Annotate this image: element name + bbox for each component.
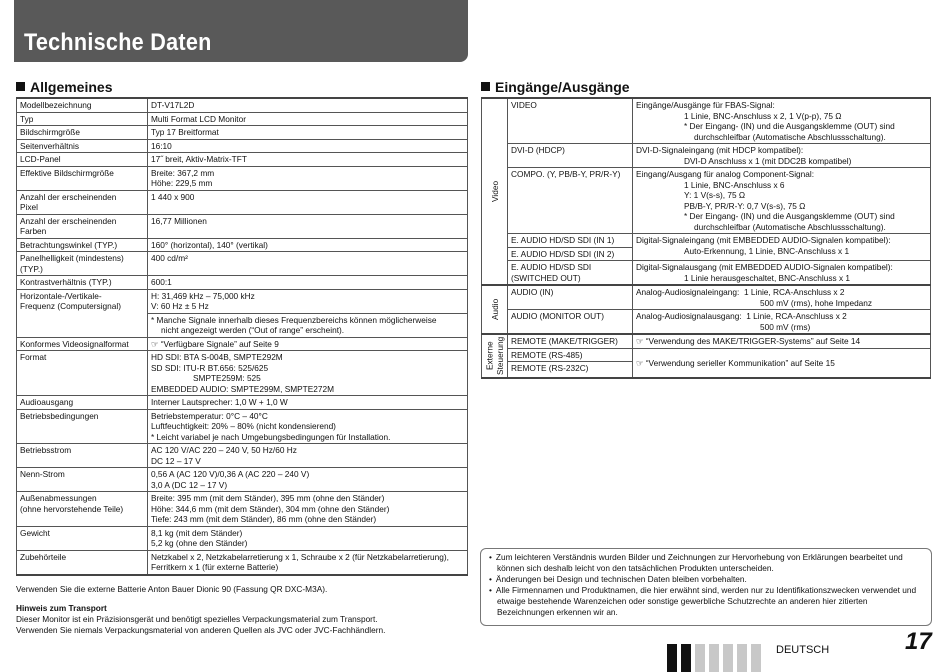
table-row (17, 351, 468, 396)
connector-spec: Eingänge/Ausgänge für FBAS-Signal: 1 Linie, BNC-Anschluss x 2, 1 V(p-p), 75 Ω * Der Eingang- (IN) und die Ausgangsklemme (OUT) sind durchschleifbar (Automatische Abschlussschaltung). (633, 98, 931, 144)
table-row (17, 526, 468, 550)
connector-name: REMOTE (RS-485) (508, 348, 633, 362)
connector-name: REMOTE (MAKE/TRIGGER) (508, 334, 633, 348)
spec-value: Typ 17 Breitformat (148, 126, 468, 140)
spec-label: Betrachtungswinkel (TYP.) (17, 238, 148, 252)
spec-value: Netzkabel x 2, Netzkabelarretierung x 1, Schraube x 2 (für Netzkabelarretierung), Ferritkern x 1 (für externe Batterie) (148, 550, 468, 575)
spec-label: Kontrastverhältnis (TYP.) (17, 276, 148, 290)
table-row (17, 190, 468, 214)
table-row (482, 168, 931, 234)
notes-box (480, 548, 932, 626)
group-label-audio: Audio (482, 285, 508, 334)
table-row (482, 334, 931, 348)
spec-label: Betriebsbedingungen (17, 409, 148, 444)
table-row (17, 444, 468, 468)
connector-name: VIDEO (508, 98, 633, 144)
spec-value: 17˝ breit, Aktiv-Matrix-TFT (148, 153, 468, 167)
spec-label: Typ (17, 112, 148, 126)
connector-name: AUDIO (MONITOR OUT) (508, 310, 633, 335)
spec-value: Breite: 395 mm (mit dem Ständer), 395 mm (ohne den Ständer) Höhe: 344,6 mm (mit dem Ständer), 304 mm (ohne den Ständer) Tiefe: 243 mm (mit dem Ständer), 86 mm (ohne den Ständer) (148, 492, 468, 527)
table-row (17, 153, 468, 167)
spec-label: Gewicht (17, 526, 148, 550)
table-row (17, 126, 468, 140)
table-row (482, 310, 931, 335)
table-row (17, 492, 468, 527)
page-title: Technische Daten (24, 29, 212, 56)
spec-label: Betriebsstrom (17, 444, 148, 468)
table-row (17, 139, 468, 153)
tab-bar (695, 644, 705, 672)
spec-value: Betriebstemperatur: 0°C – 40°C Luftfeuchtigkeit: 20% – 80% (nicht kondensierend) * Leicht variabel je nach Umgebungsbedingungen für Installation. (148, 409, 468, 444)
connector-spec: DVI-D-Signaleingang (mit HDCP kompatibel): DVI-D Anschluss x 1 (mit DDC2B kompatibel) (633, 144, 931, 168)
spec-label: Anzahl der erscheinenden Farben (17, 214, 148, 238)
spec-label: Nenn-Strom (17, 468, 148, 492)
notes-list (481, 549, 931, 618)
io-spec-table (481, 97, 931, 379)
group-label-external-control: Externe Steuerung (482, 334, 508, 378)
note-item: • Änderungen bei Design und technischen Daten bleiben vorbehalten. (489, 574, 747, 584)
tab-bar (723, 644, 733, 672)
transport-text-2: Verwenden Sie niemals Verpackungsmaterial von anderen Quellen als JVC oder JVC-Fachhändlern. (16, 625, 386, 635)
spec-label: Seitenverhältnis (17, 139, 148, 153)
spec-value: ☞ “Verfügbare Signale” auf Seite 9 (148, 337, 468, 351)
connector-spec: Eingang/Ausgang für analog Component-Signal: 1 Linie, BNC-Anschluss x 6 Y: 1 V(s-s), 75 Ω PB/B-Y, PR/R-Y: 0,7 V(s-s), 75 Ω * Der Eingang- (IN) und die Ausgangsklemme (OUT) sind durchschleifbar (Automatische Abschlussschaltung). (633, 168, 931, 234)
page-number: 17 (905, 628, 932, 655)
tab-bar (737, 644, 747, 672)
table-row (482, 144, 931, 168)
connector-name: COMPO. (Y, PB/B-Y, PR/R-Y) (508, 168, 633, 234)
spec-label: Außenabmessungen (ohne hervorstehende Teile) (17, 492, 148, 527)
table-row (17, 112, 468, 126)
spec-value: AC 120 V/AC 220 – 240 V, 50 Hz/60 Hz DC 12 – 17 V (148, 444, 468, 468)
connector-spec: Analog-Audiosignaleingang: 1 Linie, RCA-Anschluss x 2 500 mV (rms), hohe Impedanz (633, 285, 931, 310)
table-row (17, 468, 468, 492)
spec-label: Audioausgang (17, 396, 148, 410)
spec-label: Konformes Videosignalformat (17, 337, 148, 351)
table-row (17, 276, 468, 290)
table-row (17, 214, 468, 238)
connector-spec: Digital-Signaleingang (mit EMBEDDED AUDIO-Signalen kompatibel): Auto-Erkennung, 1 Linie, BNC-Anschluss x 1 (633, 234, 931, 261)
connector-name: E. AUDIO HD/SD SDI (IN 2) (508, 247, 633, 261)
table-row (482, 261, 931, 286)
spec-label: Zubehörteile (17, 550, 148, 575)
connector-spec: Analog-Audiosignalausgang: 1 Linie, RCA-Anschluss x 2 500 mV (rms) (633, 310, 931, 335)
table-row (17, 252, 468, 276)
spec-label: Bildschirmgröße (17, 126, 148, 140)
spec-value: H: 31,469 kHz – 75,000 kHz V: 60 Hz ± 5 Hz (148, 289, 468, 313)
table-row (17, 289, 468, 313)
connector-name: E. AUDIO HD/SD SDI (SWITCHED OUT) (508, 261, 633, 286)
table-row (17, 396, 468, 410)
note-item: • Alle Firmennamen und Produktnamen, die hier erwähnt sind, werden nur zu Identifikationszwecken verwendet und etwaige bestehende Warenzeichen oder sonstige gewerbliche Schutzrechte an anderen hier zitierten Bezeichnungen erkennen wir an. (489, 585, 917, 617)
spec-label: Panelhelligkeit (mindestens) (TYP.) (17, 252, 148, 276)
spec-value: DT-V17L2D (148, 98, 468, 112)
table-row (17, 238, 468, 252)
square-bullet-icon (16, 82, 25, 91)
table-row (482, 285, 931, 310)
connector-spec: ☞ “Verwendung serieller Kommunikation” auf Seite 15 (633, 348, 931, 378)
spec-value: Multi Format LCD Monitor (148, 112, 468, 126)
spec-value: 0,56 A (AC 120 V)/0,36 A (AC 220 – 240 V) 3,0 A (DC 12 – 17 V) (148, 468, 468, 492)
group-label-video: Video (482, 98, 508, 285)
battery-note: Verwenden Sie die externe Batterie Anton Bauer Dionic 90 (Fassung QR DXC-M3A). (16, 584, 328, 594)
spec-value: 16:10 (148, 139, 468, 153)
connector-name: E. AUDIO HD/SD SDI (IN 1) (508, 234, 633, 248)
spec-value: 400 cd/m² (148, 252, 468, 276)
tab-bar (751, 644, 761, 672)
connector-name: AUDIO (IN) (508, 285, 633, 310)
spec-value: 1 440 x 900 (148, 190, 468, 214)
general-spec-table (16, 97, 468, 576)
spec-value: Breite: 367,2 mm Höhe: 229,5 mm (148, 166, 468, 190)
spec-label: Effektive Bildschirmgröße (17, 166, 148, 190)
tab-bar (681, 644, 691, 672)
bullet-icon: • (489, 585, 492, 595)
spec-label: Format (17, 351, 148, 396)
table-row (482, 234, 931, 248)
table-row (17, 337, 468, 351)
tab-bar (709, 644, 719, 672)
header-banner (14, 0, 468, 62)
spec-label: Anzahl der erscheinenden Pixel (17, 190, 148, 214)
connector-name: DVI-D (HDCP) (508, 144, 633, 168)
general-heading: Allgemeines (16, 79, 112, 95)
table-row (482, 348, 931, 362)
spec-label: LCD-Panel (17, 153, 148, 167)
table-row (17, 166, 468, 190)
table-row (17, 98, 468, 112)
spec-value: 8,1 kg (mit dem Ständer) 5,2 kg (ohne den Ständer) (148, 526, 468, 550)
note-item: • Zum leichteren Verständnis wurden Bilder und Zeichnungen zur Hervorhebung von Erklärungen bearbeitet und können sich deshalb leicht von den tatsächlichen Produkten unterscheiden. (489, 552, 903, 573)
io-heading: Eingänge/Ausgänge (481, 79, 630, 95)
connector-spec: ☞ “Verwendung des MAKE/TRIGGER-Systems” auf Seite 14 (633, 334, 931, 348)
bullet-icon: • (489, 552, 492, 562)
connector-name: REMOTE (RS-232C) (508, 362, 633, 379)
bullet-icon: • (489, 574, 492, 584)
spec-label: Horizontale-/Vertikale- Frequenz (Computersignal) (17, 289, 148, 337)
spec-note: * Manche Signale innerhalb dieses Frequenzbereichs können möglicherweise nicht angezeigt werden (“Out of range” erscheint). (148, 313, 468, 337)
transport-text-1: Dieser Monitor ist ein Präzisionsgerät und benötigt spezielles Verpackungsmaterial zum Transport. (16, 614, 378, 624)
square-bullet-icon (481, 82, 490, 91)
spec-value: 600:1 (148, 276, 468, 290)
tab-bar (667, 644, 677, 672)
language-label: DEUTSCH (776, 644, 830, 656)
table-row (482, 98, 931, 144)
connector-spec: Digital-Signalausgang (mit EMBEDDED AUDIO-Signalen kompatibel): 1 Linie herausgeschaltet, BNC-Anschluss x 1 (633, 261, 931, 286)
spec-value: HD SDI: BTA S-004B, SMPTE292M SD SDI: ITU-R BT.656: 525/625 SMPTE259M: 525 EMBEDDED AUDIO: SMPTE299M, SMPTE272M (148, 351, 468, 396)
table-row (17, 409, 468, 444)
spec-value: 160° (horizontal), 140° (vertikal) (148, 238, 468, 252)
spec-label: Modellbezeichnung (17, 98, 148, 112)
spec-value: Interner Lautsprecher: 1,0 W + 1,0 W (148, 396, 468, 410)
spec-value: 16,77 Millionen (148, 214, 468, 238)
transport-title: Hinweis zum Transport (16, 603, 107, 613)
table-row (17, 550, 468, 575)
